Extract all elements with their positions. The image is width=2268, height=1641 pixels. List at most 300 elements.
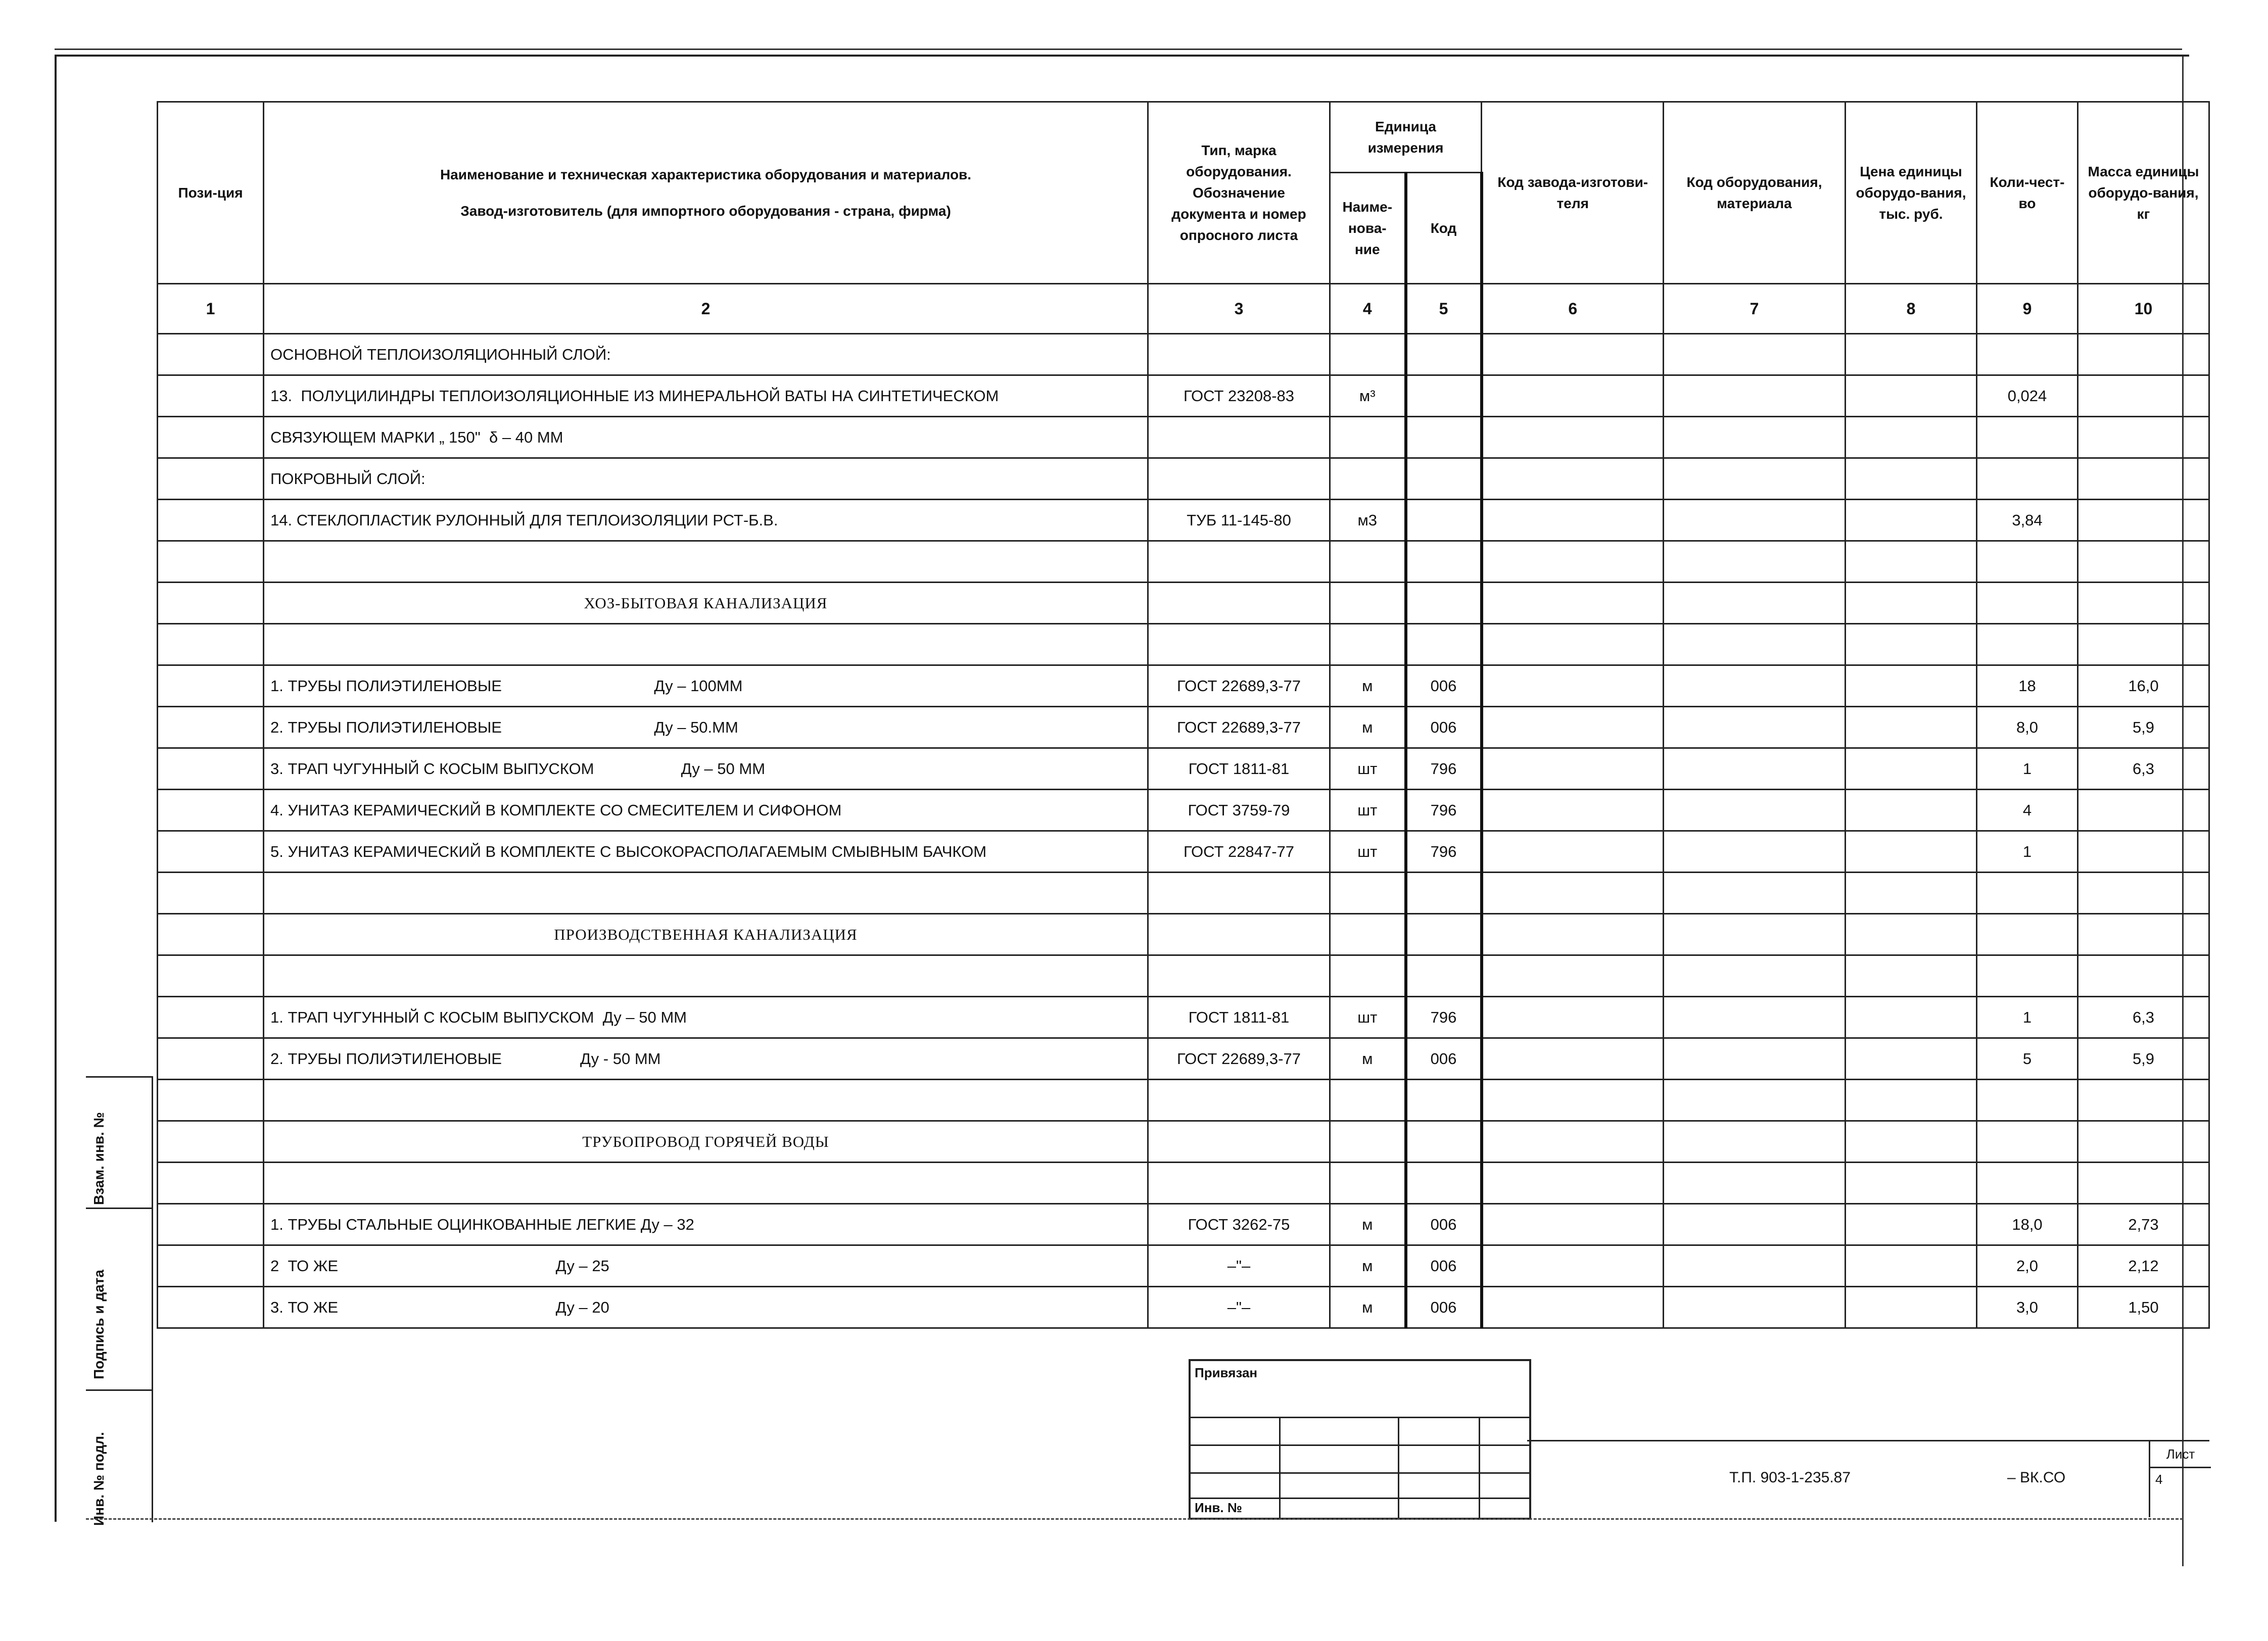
cell-factory-code (1482, 1038, 1664, 1080)
column-numbers-row (158, 284, 2209, 334)
cell-factory-code (1482, 583, 1664, 624)
cell-quantity: 18,0 (1977, 1204, 2078, 1245)
cell-price (1846, 914, 1977, 955)
cell-name (264, 873, 1148, 914)
stamp-privyazan: Привязан (1195, 1365, 1258, 1380)
cell-price (1846, 500, 1977, 541)
cell-price (1846, 997, 1977, 1038)
cell-factory-code (1482, 1245, 1664, 1287)
cell-mass (2078, 417, 2209, 458)
header-mass: Масса единицы оборудо-вания, кг (2078, 102, 2209, 284)
cell-factory-code (1482, 541, 1664, 583)
cell-equipment-code (1664, 1287, 1846, 1328)
header-type: Тип, марка оборудования. Обозначение документа и номер опросного листа (1148, 102, 1330, 284)
side-stamp (86, 1076, 152, 1531)
cell-unit-code: 006 (1406, 1038, 1482, 1080)
cell-position (158, 665, 264, 707)
cell-unit-code: 006 (1406, 665, 1482, 707)
cell-quantity: 1 (1977, 997, 2078, 1038)
cell-unit-code: 796 (1406, 831, 1482, 873)
cell-mass (2078, 1121, 2209, 1163)
cell-price (1846, 583, 1977, 624)
table-row (158, 665, 2209, 707)
cell-quantity: 18 (1977, 665, 2078, 707)
cell-price (1846, 334, 1977, 375)
cell-factory-code (1482, 831, 1664, 873)
cell-mass (2078, 790, 2209, 831)
cell-position (158, 583, 264, 624)
cell-unit-code: 006 (1406, 707, 1482, 748)
side-inv-label: Инв. № подл. (91, 1432, 107, 1526)
cell-quantity: 1 (1977, 831, 2078, 873)
cell-mass: 2,73 (2078, 1204, 2209, 1245)
header-name-line1: Наименование и техническая характеристика оборудования и материалов. (440, 166, 972, 182)
table-row (158, 417, 2209, 458)
cell-type: ГОСТ 1811-81 (1148, 748, 1330, 790)
cell-unit-code (1406, 624, 1482, 665)
cell-factory-code (1482, 748, 1664, 790)
cell-position (158, 914, 264, 955)
cell-type (1148, 541, 1330, 583)
header-price: Цена единицы оборудо-вания, тыс. руб. (1846, 102, 1977, 284)
cell-equipment-code (1664, 1121, 1846, 1163)
cell-equipment-code (1664, 997, 1846, 1038)
cell-position (158, 541, 264, 583)
cell-name (264, 955, 1148, 997)
cell-unit-code (1406, 334, 1482, 375)
cell-factory-code (1482, 1287, 1664, 1328)
table-row (158, 500, 2209, 541)
cell-equipment-code (1664, 458, 1846, 500)
header-quantity: Коли-чест-во (1977, 102, 2078, 284)
cell-name: 2. ТРУБЫ ПОЛИЭТИЛЕНОВЫЕ Ду – 50.ММ (264, 707, 1148, 748)
cell-factory-code (1482, 707, 1664, 748)
cell-equipment-code (1664, 541, 1846, 583)
cell-quantity (1977, 1121, 2078, 1163)
cell-factory-code (1482, 665, 1664, 707)
cell-name: ПОКРОВНЫЙ СЛОЙ: (264, 458, 1148, 500)
cell-equipment-code (1664, 955, 1846, 997)
cell-equipment-code (1664, 1038, 1846, 1080)
cell-unit (1330, 1080, 1406, 1121)
cell-factory-code (1482, 914, 1664, 955)
cell-factory-code (1482, 873, 1664, 914)
cell-equipment-code (1664, 790, 1846, 831)
cell-unit (1330, 583, 1406, 624)
section-title: ТРУБОПРОВОД ГОРЯЧЕЙ ВОДЫ (264, 1121, 1148, 1163)
cell-type (1148, 417, 1330, 458)
cell-quantity: 1 (1977, 748, 2078, 790)
column-number: 8 (1846, 284, 1977, 334)
column-number: 9 (1977, 284, 2078, 334)
header-name (264, 102, 1148, 284)
table-body (158, 334, 2209, 1328)
column-number: 10 (2078, 284, 2209, 334)
cell-quantity: 4 (1977, 790, 2078, 831)
cell-quantity (1977, 955, 2078, 997)
sheet-box (2149, 1441, 2211, 1517)
cell-price (1846, 375, 1977, 417)
cell-type (1148, 914, 1330, 955)
section-title: ХОЗ-БЫТОВАЯ КАНАЛИЗАЦИЯ (264, 583, 1148, 624)
cell-position (158, 334, 264, 375)
cell-equipment-code (1664, 873, 1846, 914)
cell-unit (1330, 1121, 1406, 1163)
header-name-line2: Завод-изготовитель (для импортного оборудования - страна, фирма) (460, 203, 951, 219)
cell-position (158, 997, 264, 1038)
cell-type (1148, 624, 1330, 665)
table-row (158, 748, 2209, 790)
cell-mass (2078, 1080, 2209, 1121)
cell-name: 14. СТЕКЛОПЛАСТИК РУЛОННЫЙ ДЛЯ ТЕПЛОИЗОЛЯЦИИ РСТ-Б.В. (264, 500, 1148, 541)
table-row (158, 873, 2209, 914)
cell-type (1148, 1080, 1330, 1121)
table-row (158, 1245, 2209, 1287)
cell-unit (1330, 541, 1406, 583)
frame-top-line (55, 49, 2182, 50)
cell-name: 3. ТО ЖЕ Ду – 20 (264, 1287, 1148, 1328)
cell-position (158, 1121, 264, 1163)
table-row (158, 831, 2209, 873)
cell-name (264, 541, 1148, 583)
cell-name: 5. УНИТАЗ КЕРАМИЧЕСКИЙ В КОМПЛЕКТЕ С ВЫСОКОРАСПОЛАГАЕМЫМ СМЫВНЫМ БАЧКОМ (264, 831, 1148, 873)
cell-position (158, 1204, 264, 1245)
cell-type (1148, 334, 1330, 375)
cell-equipment-code (1664, 914, 1846, 955)
cell-position (158, 1038, 264, 1080)
cell-factory-code (1482, 500, 1664, 541)
section-row (158, 914, 2209, 955)
binding-stamp (1189, 1359, 1531, 1520)
cell-unit-code: 796 (1406, 790, 1482, 831)
table-row (158, 458, 2209, 500)
cell-price (1846, 831, 1977, 873)
cell-position (158, 1245, 264, 1287)
section-row (158, 583, 2209, 624)
cell-factory-code (1482, 955, 1664, 997)
table-row (158, 1163, 2209, 1204)
cell-position (158, 707, 264, 748)
column-number: 4 (1330, 284, 1406, 334)
cell-type (1148, 1121, 1330, 1163)
cell-name: 1. ТРУБЫ СТАЛЬНЫЕ ОЦИНКОВАННЫЕ ЛЕГКИЕ Ду – 32 (264, 1204, 1148, 1245)
document-code: Т.П. 903-1-235.87 (1729, 1469, 1851, 1486)
cell-price (1846, 1038, 1977, 1080)
cell-unit: шт (1330, 748, 1406, 790)
cell-equipment-code (1664, 748, 1846, 790)
cell-equipment-code (1664, 500, 1846, 541)
cell-type: ГОСТ 1811-81 (1148, 997, 1330, 1038)
cell-type (1148, 1163, 1330, 1204)
cell-factory-code (1482, 1121, 1664, 1163)
cell-type: ГОСТ 3262-75 (1148, 1204, 1330, 1245)
table-row (158, 707, 2209, 748)
cell-name: 3. ТРАП ЧУГУННЫЙ С КОСЫМ ВЫПУСКОМ Ду – 50 ММ (264, 748, 1148, 790)
cell-mass (2078, 955, 2209, 997)
cell-equipment-code (1664, 1163, 1846, 1204)
cell-type (1148, 583, 1330, 624)
cell-equipment-code (1664, 334, 1846, 375)
cell-price (1846, 1080, 1977, 1121)
cell-mass: 5,9 (2078, 707, 2209, 748)
sheet-number: 4 (2155, 1472, 2163, 1487)
cell-unit (1330, 417, 1406, 458)
header-unit-name: Наиме-нова-ние (1330, 173, 1406, 284)
cell-unit (1330, 458, 1406, 500)
cell-factory-code (1482, 790, 1664, 831)
cell-position (158, 748, 264, 790)
cell-price (1846, 790, 1977, 831)
cell-quantity (1977, 873, 2078, 914)
cell-factory-code (1482, 1163, 1664, 1204)
cell-factory-code (1482, 624, 1664, 665)
cell-factory-code (1482, 1204, 1664, 1245)
cell-mass: 6,3 (2078, 748, 2209, 790)
cell-unit (1330, 955, 1406, 997)
cell-position (158, 375, 264, 417)
cell-position (158, 500, 264, 541)
cell-mass (2078, 624, 2209, 665)
stamp-vline (1479, 1417, 1480, 1518)
cell-unit-code (1406, 500, 1482, 541)
cell-position (158, 417, 264, 458)
header-factory-code: Код завода-изготови-теля (1482, 102, 1664, 284)
cell-quantity (1977, 541, 2078, 583)
cell-quantity (1977, 417, 2078, 458)
cell-price (1846, 748, 1977, 790)
cell-name: 1. ТРАП ЧУГУННЫЙ С КОСЫМ ВЫПУСКОМ Ду – 50 ММ (264, 997, 1148, 1038)
column-number: 3 (1148, 284, 1330, 334)
cell-factory-code (1482, 375, 1664, 417)
cell-unit (1330, 334, 1406, 375)
side-podpis-label: Подпись и дата (91, 1270, 107, 1379)
cell-position (158, 831, 264, 873)
cell-type: –"– (1148, 1287, 1330, 1328)
cell-unit-code (1406, 583, 1482, 624)
cell-unit: шт (1330, 790, 1406, 831)
cell-mass (2078, 375, 2209, 417)
table-row (158, 624, 2209, 665)
cell-unit: м³ (1330, 375, 1406, 417)
cell-name: 2 ТО ЖЕ Ду – 25 (264, 1245, 1148, 1287)
table-row (158, 1287, 2209, 1328)
cell-quantity (1977, 458, 2078, 500)
cell-unit-code: 006 (1406, 1245, 1482, 1287)
cell-mass (2078, 1163, 2209, 1204)
stamp-inv: Инв. № (1195, 1500, 1242, 1515)
stamp-vline (1398, 1417, 1399, 1518)
cell-unit-code: 796 (1406, 748, 1482, 790)
cell-name: 2. ТРУБЫ ПОЛИЭТИЛЕНОВЫЕ Ду - 50 ММ (264, 1038, 1148, 1080)
section-row (158, 1121, 2209, 1163)
cell-position (158, 790, 264, 831)
table-row (158, 955, 2209, 997)
table-row (158, 375, 2209, 417)
cell-price (1846, 1204, 1977, 1245)
cell-unit: м (1330, 1245, 1406, 1287)
cell-unit-code (1406, 541, 1482, 583)
cell-mass (2078, 500, 2209, 541)
cell-unit-code: 006 (1406, 1204, 1482, 1245)
stamp-vline (1279, 1417, 1281, 1518)
cell-unit-code: 796 (1406, 997, 1482, 1038)
cell-equipment-code (1664, 665, 1846, 707)
column-number: 2 (264, 284, 1148, 334)
cell-unit-code (1406, 375, 1482, 417)
cell-unit (1330, 914, 1406, 955)
cell-type (1148, 955, 1330, 997)
cell-equipment-code (1664, 1204, 1846, 1245)
cell-mass (2078, 831, 2209, 873)
cell-unit-code (1406, 458, 1482, 500)
cell-position (158, 1080, 264, 1121)
table-row (158, 997, 2209, 1038)
cell-unit (1330, 1163, 1406, 1204)
column-number: 7 (1664, 284, 1846, 334)
table-row (158, 1038, 2209, 1080)
cell-mass (2078, 334, 2209, 375)
cell-quantity: 5 (1977, 1038, 2078, 1080)
section-title: ПРОИЗВОДСТВЕННАЯ КАНАЛИЗАЦИЯ (264, 914, 1148, 955)
cell-unit-code (1406, 1080, 1482, 1121)
table-row (158, 1204, 2209, 1245)
cell-equipment-code (1664, 1245, 1846, 1287)
cell-quantity (1977, 334, 2078, 375)
table-row (158, 334, 2209, 375)
cell-unit-code (1406, 914, 1482, 955)
cell-type (1148, 873, 1330, 914)
side-vzam-label: Взам. инв. № (91, 1112, 107, 1205)
cell-quantity (1977, 914, 2078, 955)
cell-mass (2078, 914, 2209, 955)
cell-quantity (1977, 1163, 2078, 1204)
specification-table (157, 101, 2210, 1329)
cell-quantity (1977, 1080, 2078, 1121)
cell-unit: шт (1330, 997, 1406, 1038)
cell-factory-code (1482, 417, 1664, 458)
header-unit-code: Код (1406, 173, 1482, 284)
cell-unit: м (1330, 1204, 1406, 1245)
cell-unit-code (1406, 955, 1482, 997)
column-number: 6 (1482, 284, 1664, 334)
cell-quantity (1977, 583, 2078, 624)
cell-type (1148, 458, 1330, 500)
cell-quantity (1977, 624, 2078, 665)
cell-unit-code (1406, 1163, 1482, 1204)
cell-position (158, 873, 264, 914)
cell-mass (2078, 458, 2209, 500)
cell-quantity: 8,0 (1977, 707, 2078, 748)
cell-unit: м (1330, 1287, 1406, 1328)
cell-unit (1330, 873, 1406, 914)
cell-mass: 5,9 (2078, 1038, 2209, 1080)
cell-price (1846, 1245, 1977, 1287)
cell-name: 13. ПОЛУЦИЛИНДРЫ ТЕПЛОИЗОЛЯЦИОННЫЕ ИЗ МИНЕРАЛЬНОЙ ВАТЫ НА СИНТЕТИЧЕСКОМ (264, 375, 1148, 417)
cell-name (264, 1163, 1148, 1204)
sheet-label: Лист (2150, 1441, 2211, 1468)
cell-price (1846, 417, 1977, 458)
cell-quantity: 3,84 (1977, 500, 2078, 541)
cell-factory-code (1482, 997, 1664, 1038)
cell-type: ГОСТ 23208-83 (1148, 375, 1330, 417)
cell-name (264, 1080, 1148, 1121)
document-mark: – ВК.СО (2007, 1469, 2066, 1486)
cell-price (1846, 873, 1977, 914)
cell-equipment-code (1664, 583, 1846, 624)
cell-unit-code: 006 (1406, 1287, 1482, 1328)
cell-position (158, 1287, 264, 1328)
cell-quantity: 2,0 (1977, 1245, 2078, 1287)
cell-mass (2078, 541, 2209, 583)
cell-position (158, 955, 264, 997)
cell-price (1846, 458, 1977, 500)
cell-position (158, 624, 264, 665)
cell-type: ГОСТ 22689,3-77 (1148, 707, 1330, 748)
cell-type: ГОСТ 22689,3-77 (1148, 665, 1330, 707)
cell-mass: 16,0 (2078, 665, 2209, 707)
cell-equipment-code (1664, 1080, 1846, 1121)
cell-type: –"– (1148, 1245, 1330, 1287)
cell-price (1846, 541, 1977, 583)
cell-mass: 2,12 (2078, 1245, 2209, 1287)
cell-equipment-code (1664, 375, 1846, 417)
cell-type: ГОСТ 22689,3-77 (1148, 1038, 1330, 1080)
table-row (158, 541, 2209, 583)
cell-mass: 1,50 (2078, 1287, 2209, 1328)
cell-equipment-code (1664, 831, 1846, 873)
column-number: 5 (1406, 284, 1482, 334)
cell-factory-code (1482, 1080, 1664, 1121)
cell-name (264, 624, 1148, 665)
cell-quantity: 0,024 (1977, 375, 2078, 417)
cell-mass (2078, 583, 2209, 624)
cell-type: ТУБ 11-145-80 (1148, 500, 1330, 541)
cell-position (158, 1163, 264, 1204)
cell-unit-code (1406, 417, 1482, 458)
cell-name: 1. ТРУБЫ ПОЛИЭТИЛЕНОВЫЕ Ду – 100ММ (264, 665, 1148, 707)
cell-equipment-code (1664, 707, 1846, 748)
cell-equipment-code (1664, 417, 1846, 458)
title-block (1527, 1440, 2209, 1517)
cell-equipment-code (1664, 624, 1846, 665)
cell-position (158, 458, 264, 500)
cell-price (1846, 1121, 1977, 1163)
cell-type: ГОСТ 3759-79 (1148, 790, 1330, 831)
cell-price (1846, 1287, 1977, 1328)
header-unit: Единица измерения (1330, 102, 1482, 173)
cell-price (1846, 1163, 1977, 1204)
cell-unit (1330, 624, 1406, 665)
cell-price (1846, 955, 1977, 997)
cell-quantity: 3,0 (1977, 1287, 2078, 1328)
cell-unit: м (1330, 665, 1406, 707)
cell-type: ГОСТ 22847-77 (1148, 831, 1330, 873)
cell-price (1846, 665, 1977, 707)
cell-name: СВЯЗУЮЩЕМ МАРКИ „ 150" δ – 40 ММ (264, 417, 1148, 458)
header-equipment-code: Код оборудования, материала (1664, 102, 1846, 284)
cell-unit: м (1330, 707, 1406, 748)
cell-mass (2078, 873, 2209, 914)
cell-mass: 6,3 (2078, 997, 2209, 1038)
table-row (158, 1080, 2209, 1121)
header-position: Пози-ция (158, 102, 264, 284)
cell-name: 4. УНИТАЗ КЕРАМИЧЕСКИЙ В КОМПЛЕКТЕ СО СМЕСИТЕЛЕМ И СИФОНОМ (264, 790, 1148, 831)
column-number: 1 (158, 284, 264, 334)
frame-bottom-line (86, 1518, 2183, 1520)
cell-unit: м3 (1330, 500, 1406, 541)
cell-unit: м (1330, 1038, 1406, 1080)
cell-unit: шт (1330, 831, 1406, 873)
